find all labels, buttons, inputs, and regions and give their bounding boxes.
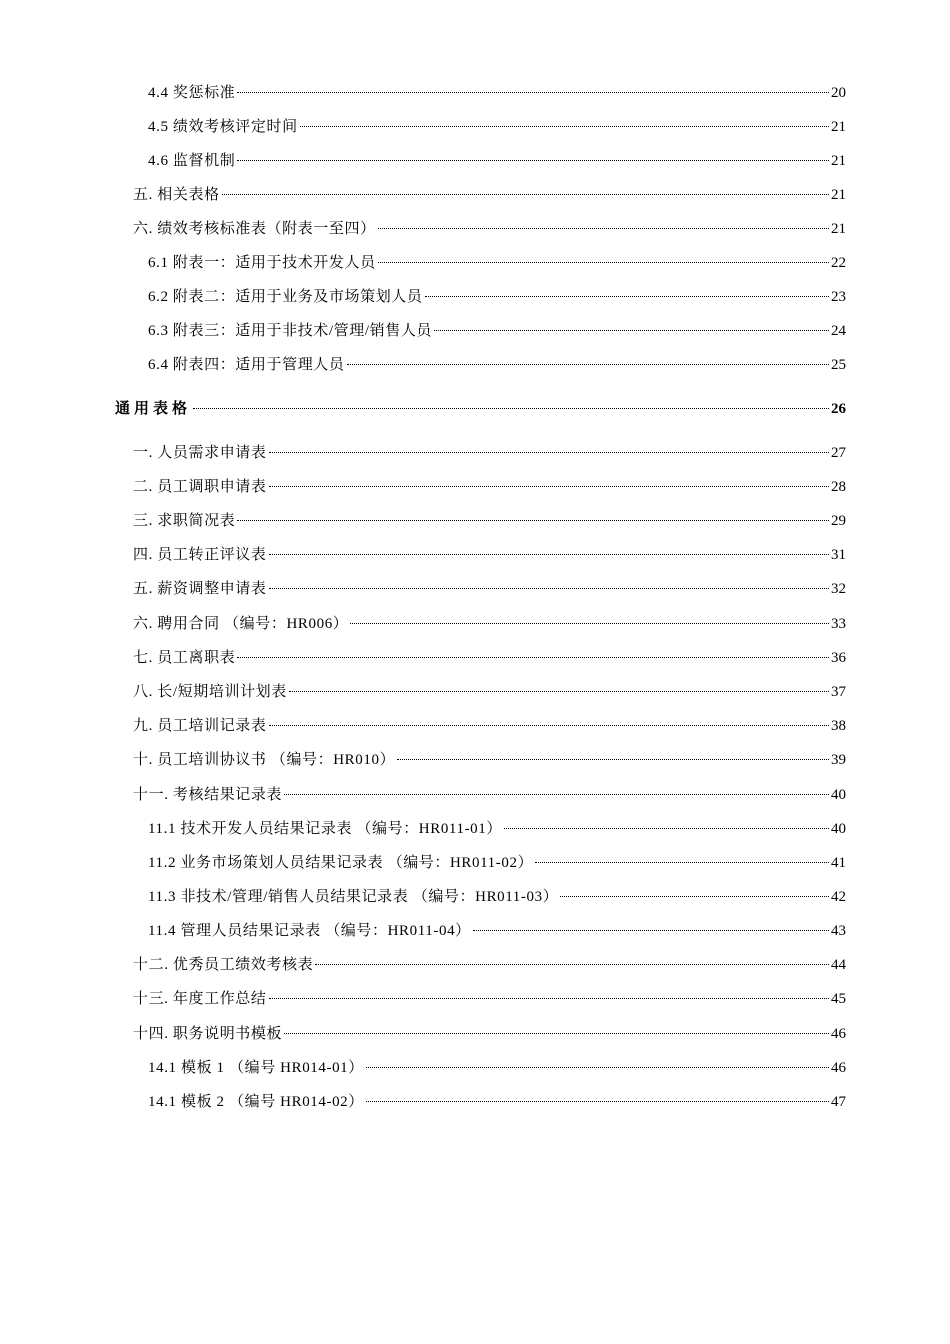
toc-entry[interactable] [148,853,846,873]
toc-leader-dots [315,964,829,965]
toc-entry[interactable] [133,579,846,599]
toc-leader-dots [222,194,829,195]
toc-leader-dots [300,126,829,127]
toc-page-number: 26 [831,401,846,417]
toc-page-number: 37 [831,684,846,700]
toc-leader-dots [269,588,829,589]
toc-entry[interactable] [148,321,846,341]
toc-page-number: 29 [831,513,846,529]
toc-entry[interactable] [133,1024,846,1044]
toc-page-number: 21 [831,119,846,135]
toc-entry-title: 4.6 监督机制 [148,153,236,169]
toc-leader-dots [269,554,829,555]
toc-page-number: 40 [831,821,846,837]
toc-leader-dots [473,930,829,931]
toc-page-number: 24 [831,323,846,339]
toc-entry[interactable] [148,921,846,941]
toc-entry[interactable] [133,185,846,205]
toc-leader-dots [366,1067,829,1068]
toc-entry[interactable] [133,219,846,239]
toc-leader-dots [397,759,829,760]
toc-entry[interactable] [133,955,846,975]
toc-page-number: 33 [831,616,846,632]
toc-page-number: 21 [831,221,846,237]
toc-entry-title: 4.5 绩效考核评定时间 [148,119,298,135]
toc-entry-title: 七. 员工离职表 [133,650,236,666]
toc-entry-title: 四. 员工转正评议表 [133,547,267,563]
toc-leader-dots [378,262,829,263]
toc-leader-dots [237,520,829,521]
toc-page-number: 22 [831,255,846,271]
toc-page-number: 25 [831,357,846,373]
toc-page-number: 46 [831,1026,846,1042]
toc-page-number: 45 [831,991,846,1007]
toc-leader-dots [284,794,829,795]
toc-entry[interactable] [133,785,846,805]
toc-entry-title: 十. 员工培训协议书 （编号：HR010） [133,752,396,768]
toc-leader-dots [535,862,829,863]
toc-entry[interactable] [148,117,846,137]
toc-entry-title: 五. 薪资调整申请表 [133,581,267,597]
toc-leader-dots [193,408,829,409]
toc-page-number: 31 [831,547,846,563]
toc-entry-title: 11.3 非技术/管理/销售人员结果记录表 （编号：HR011-03） [148,889,559,905]
toc-entry[interactable] [133,511,846,531]
toc-entry[interactable] [133,614,846,634]
toc-entry[interactable] [133,443,846,463]
toc-page-number: 38 [831,718,846,734]
toc-leader-dots [237,657,829,658]
toc-page-number: 27 [831,445,846,461]
toc-entry-title: 六. 聘用合同 （编号：HR006） [133,616,349,632]
toc-page-number: 32 [831,581,846,597]
toc-entry-title: 三. 求职简况表 [133,513,236,529]
toc-page-number: 20 [831,85,846,101]
toc-leader-dots [237,92,829,93]
toc-section-heading[interactable] [115,399,846,419]
toc-entry[interactable] [148,287,846,307]
toc-entry[interactable] [133,682,846,702]
toc-entry[interactable] [148,253,846,273]
toc-leader-dots [269,998,829,999]
toc-entry-title: 九. 员工培训记录表 [133,718,267,734]
toc-leader-dots [366,1101,829,1102]
toc-entry[interactable] [148,1092,846,1112]
toc-entry[interactable] [148,151,846,171]
toc-entry-title: 八. 长/短期培训计划表 [133,684,287,700]
toc-entry[interactable] [133,477,846,497]
toc-leader-dots [560,896,829,897]
toc-entry[interactable] [148,1058,846,1078]
toc-entry-title: 二. 员工调职申请表 [133,479,267,495]
toc-leader-dots [425,296,829,297]
toc-entry[interactable] [133,648,846,668]
toc-page-number: 41 [831,855,846,871]
toc-page-number: 46 [831,1060,846,1076]
toc-entry[interactable] [148,819,846,839]
toc-page-number: 23 [831,289,846,305]
toc-page-number: 47 [831,1094,846,1110]
toc-page-number: 44 [831,957,846,973]
toc-entry-title: 14.1 模板 1 （编号 HR014-01） [148,1060,364,1076]
toc-leader-dots [269,725,829,726]
toc-entry[interactable] [133,989,846,1009]
toc-leader-dots [434,330,829,331]
toc-entry-title: 4.4 奖惩标准 [148,85,236,101]
toc-leader-dots [378,228,829,229]
toc-entry-title: 11.1 技术开发人员结果记录表 （编号：HR011-01） [148,821,502,837]
toc-leader-dots [289,691,829,692]
toc-leader-dots [350,623,829,624]
toc-leader-dots [269,452,829,453]
toc-entry-title: 6.1 附表一：适用于技术开发人员 [148,255,376,271]
toc-page-number: 40 [831,787,846,803]
toc-page-number: 21 [831,153,846,169]
toc-entry-title: 11.4 管理人员结果记录表 （编号：HR011-04） [148,923,471,939]
toc-entry-title: 十四. 职务说明书模板 [133,1026,283,1042]
toc-page-number: 43 [831,923,846,939]
toc-entry[interactable] [148,355,846,375]
toc-entry[interactable] [133,750,846,770]
toc-leader-dots [284,1033,829,1034]
toc-entry-title: 14.1 模板 2 （编号 HR014-02） [148,1094,364,1110]
toc-entry-title: 6.3 附表三：适用于非技术/管理/销售人员 [148,323,433,339]
toc-entry[interactable] [133,716,846,736]
toc-entry-title: 五. 相关表格 [133,187,220,203]
toc-entry-title: 6.4 附表四：适用于管理人员 [148,357,345,373]
toc-leader-dots [237,160,829,161]
toc-entry[interactable] [148,83,846,103]
toc-leader-dots [347,364,829,365]
toc-entry-title: 11.2 业务市场策划人员结果记录表 （编号：HR011-02） [148,855,534,871]
toc-entry-title: 6.2 附表二：适用于业务及市场策划人员 [148,289,423,305]
toc-entry[interactable] [133,545,846,565]
toc-page-number: 42 [831,889,846,905]
toc-leader-dots [504,828,829,829]
toc-page-number: 39 [831,752,846,768]
toc-leader-dots [269,486,829,487]
toc-page-number: 28 [831,479,846,495]
toc-page-number: 21 [831,187,846,203]
toc-entry-title: 通用表格 [115,401,192,417]
toc-entry-title: 六. 绩效考核标准表（附表一至四） [133,221,376,237]
toc-entry-title: 十二. 优秀员工绩效考核表 [133,957,314,973]
toc-entry-title: 一. 人员需求申请表 [133,445,267,461]
toc-entry[interactable] [148,887,846,907]
toc-page-number: 36 [831,650,846,666]
toc-entry-title: 十一. 考核结果记录表 [133,787,283,803]
toc-entry-title: 十三. 年度工作总结 [133,991,267,1007]
